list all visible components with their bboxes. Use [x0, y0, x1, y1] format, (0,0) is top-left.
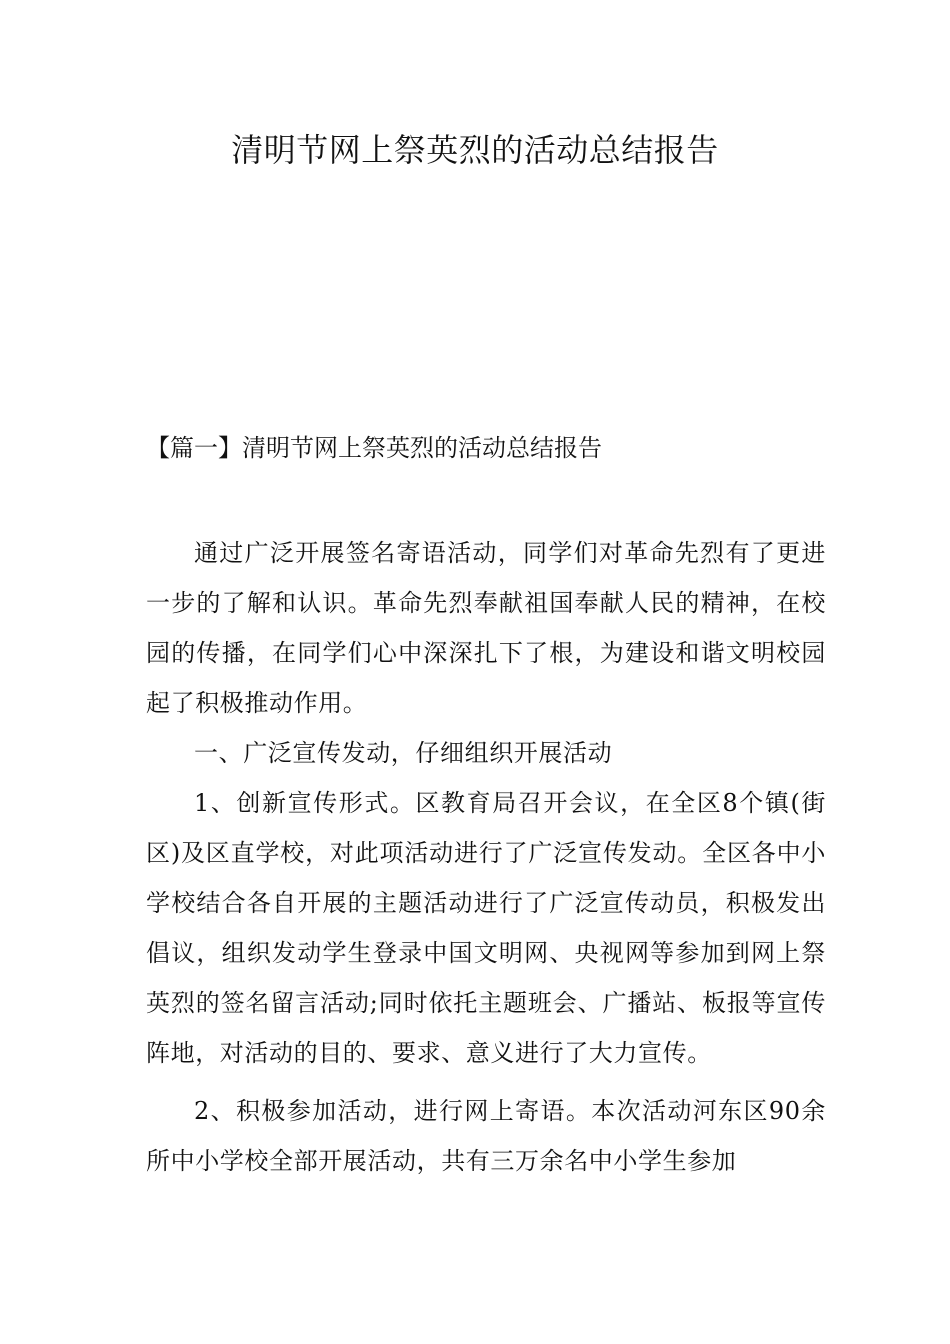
paragraph-item-1: 1、创新宣传形式。区教育局召开会议，在全区8个镇(街区)及区直学校，对此项活动进行了广泛宣传发动。全区各中小学校结合各自开展的主题活动进行了广泛宣传动员，积极发出倡议，组织发动学生登录中国文明网、央视网等参加到网上祭英烈的签名留言活动;同时依托主题班会、广播站、板报等宣传阵地，对活动的目的、要求、意义进行了大力宣传。 [146, 789, 826, 1067]
document-title: 清明节网上祭英烈的活动总结报告 [231, 131, 719, 169]
paragraph-heading-one: 一、广泛宣传发动，仔细组织开展活动 [194, 739, 613, 767]
paragraph-intro: 通过广泛开展签名寄语活动，同学们对革命先烈有了更进一步的了解和认识。革命先烈奉献祖国奉献人民的精神，在校园的传播，在同学们心中深深扎下了根，为建设和谐文明校园起了积极推动作用。 [146, 539, 826, 717]
document-body [146, 528, 826, 1186]
paragraph-item-2: 2、积极参加活动，进行网上寄语。本次活动河东区90余所中小学校全部开展活动，共有三万余名中小学生参加 [146, 1097, 826, 1175]
section-heading: 【篇一】清明节网上祭英烈的活动总结报告 [146, 434, 602, 462]
